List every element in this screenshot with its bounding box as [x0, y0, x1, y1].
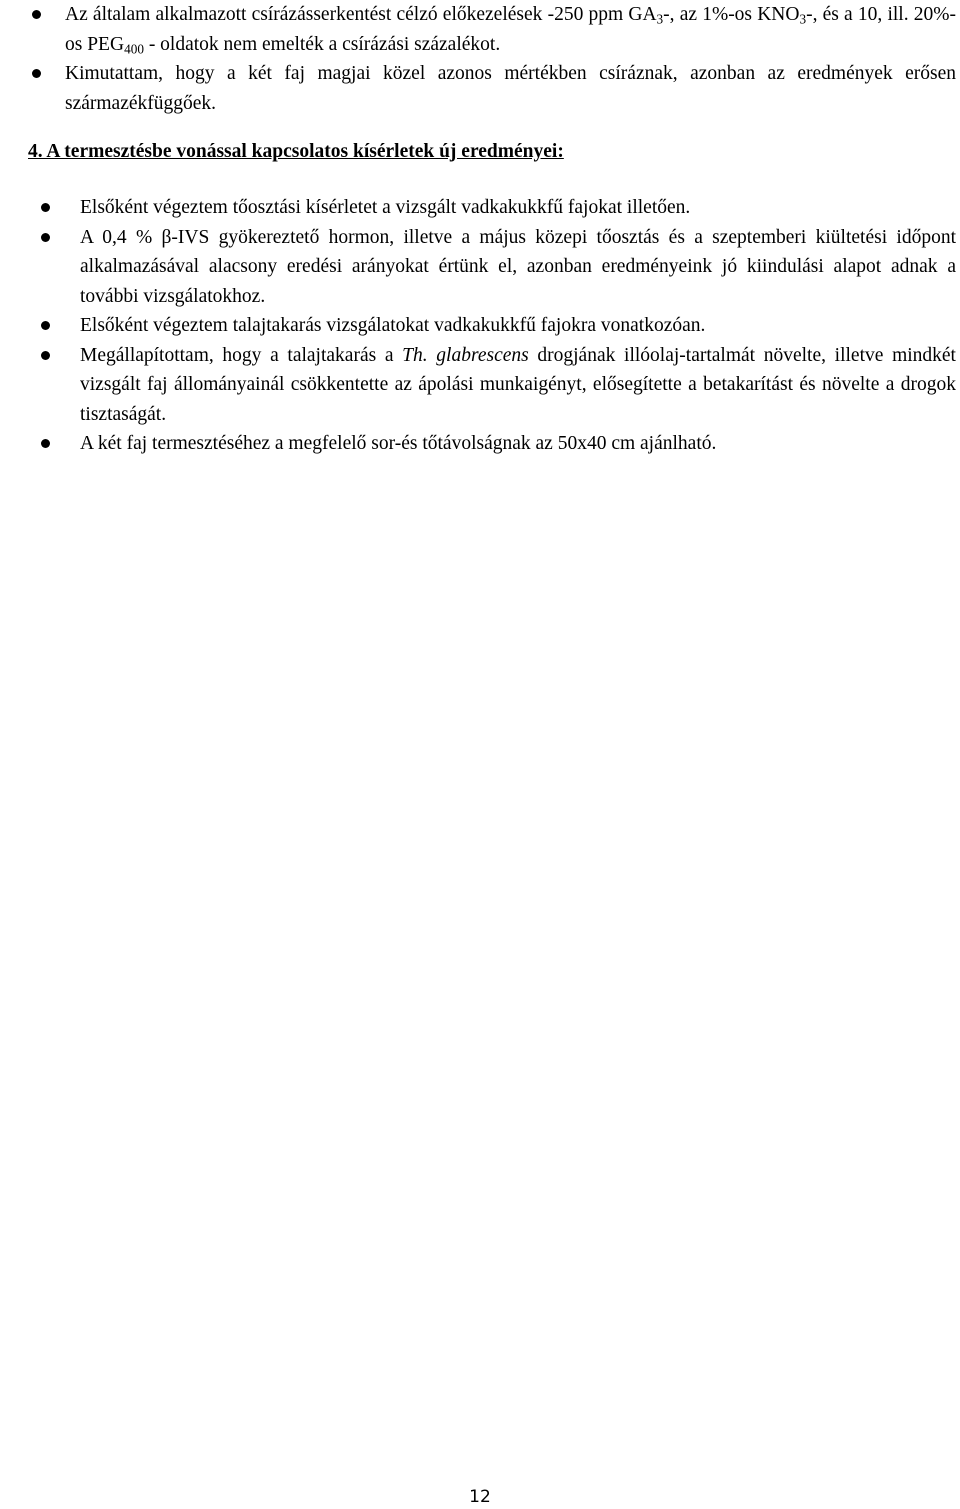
species-name: Th. glabrescens	[402, 344, 529, 366]
bullet-icon	[41, 351, 50, 360]
list-item	[80, 193, 956, 223]
list-item	[80, 223, 956, 312]
item-text: Elsőként végeztem tőosztási kísérletet a vizsgált vadkakukkfű fajokat illetően.	[80, 197, 691, 218]
item-text: Elsőként végeztem talajtakarás vizsgálatokat vadkakukkfű fajokra vonatkozóan.	[80, 315, 706, 336]
results-list-cultivation	[80, 193, 956, 459]
list-item	[80, 341, 956, 430]
page-number: 12	[469, 1487, 491, 1507]
item-text: Megállapítottam, hogy a talajtakarás a Th. glabrescens drogjának illóolaj-tartalmát növelte, illetve mindkét vizsgált faj állományainál csökkentette az ápolási munkaigényt, elősegítette a betakarítást és növelte a drogok tisztaságát.	[80, 344, 956, 425]
bullet-icon	[41, 439, 50, 448]
list-item	[80, 429, 956, 459]
bullet-icon	[32, 10, 41, 19]
section-heading: 4. A termesztésbe vonással kapcsolatos kísérletek új eredményei:	[28, 141, 564, 162]
item-text: A 0,4 % β-IVS gyökereztető hormon, illetve a május közepi tőosztás és a szeptemberi kiültetési időpont alkalmazásával alacsony eredési arányokat értünk el, azonban eredményeink jó kiindulási alapot adnak a további vizsgálatokhoz.	[80, 226, 956, 307]
bullet-icon	[41, 321, 50, 330]
list-item	[65, 59, 956, 118]
bullet-icon	[41, 203, 50, 212]
item-text: Az általam alkalmazott csírázásserkentést célzó előkezelések -250 ppm $GA_3-$, az 1%-os $KNO_3-$, és a 10, ill. 20%-os $PEG_{400}$ - oldatok nem emelték a csírázási százalékot.	[65, 4, 956, 56]
bullet-icon	[32, 69, 41, 78]
bullet-icon	[41, 233, 50, 242]
results-list-germination	[65, 0, 956, 118]
item-text: Kimutattam, hogy a két faj magjai közel azonos mértékben csíráznak, azonban az eredmények erősen származékfüggőek.	[65, 63, 956, 114]
list-item	[80, 311, 956, 341]
list-item	[65, 0, 956, 59]
item-text: A két faj termesztéséhez a megfelelő sor-és tőtávolságnak az 50x40 cm ajánlható.	[80, 433, 717, 454]
